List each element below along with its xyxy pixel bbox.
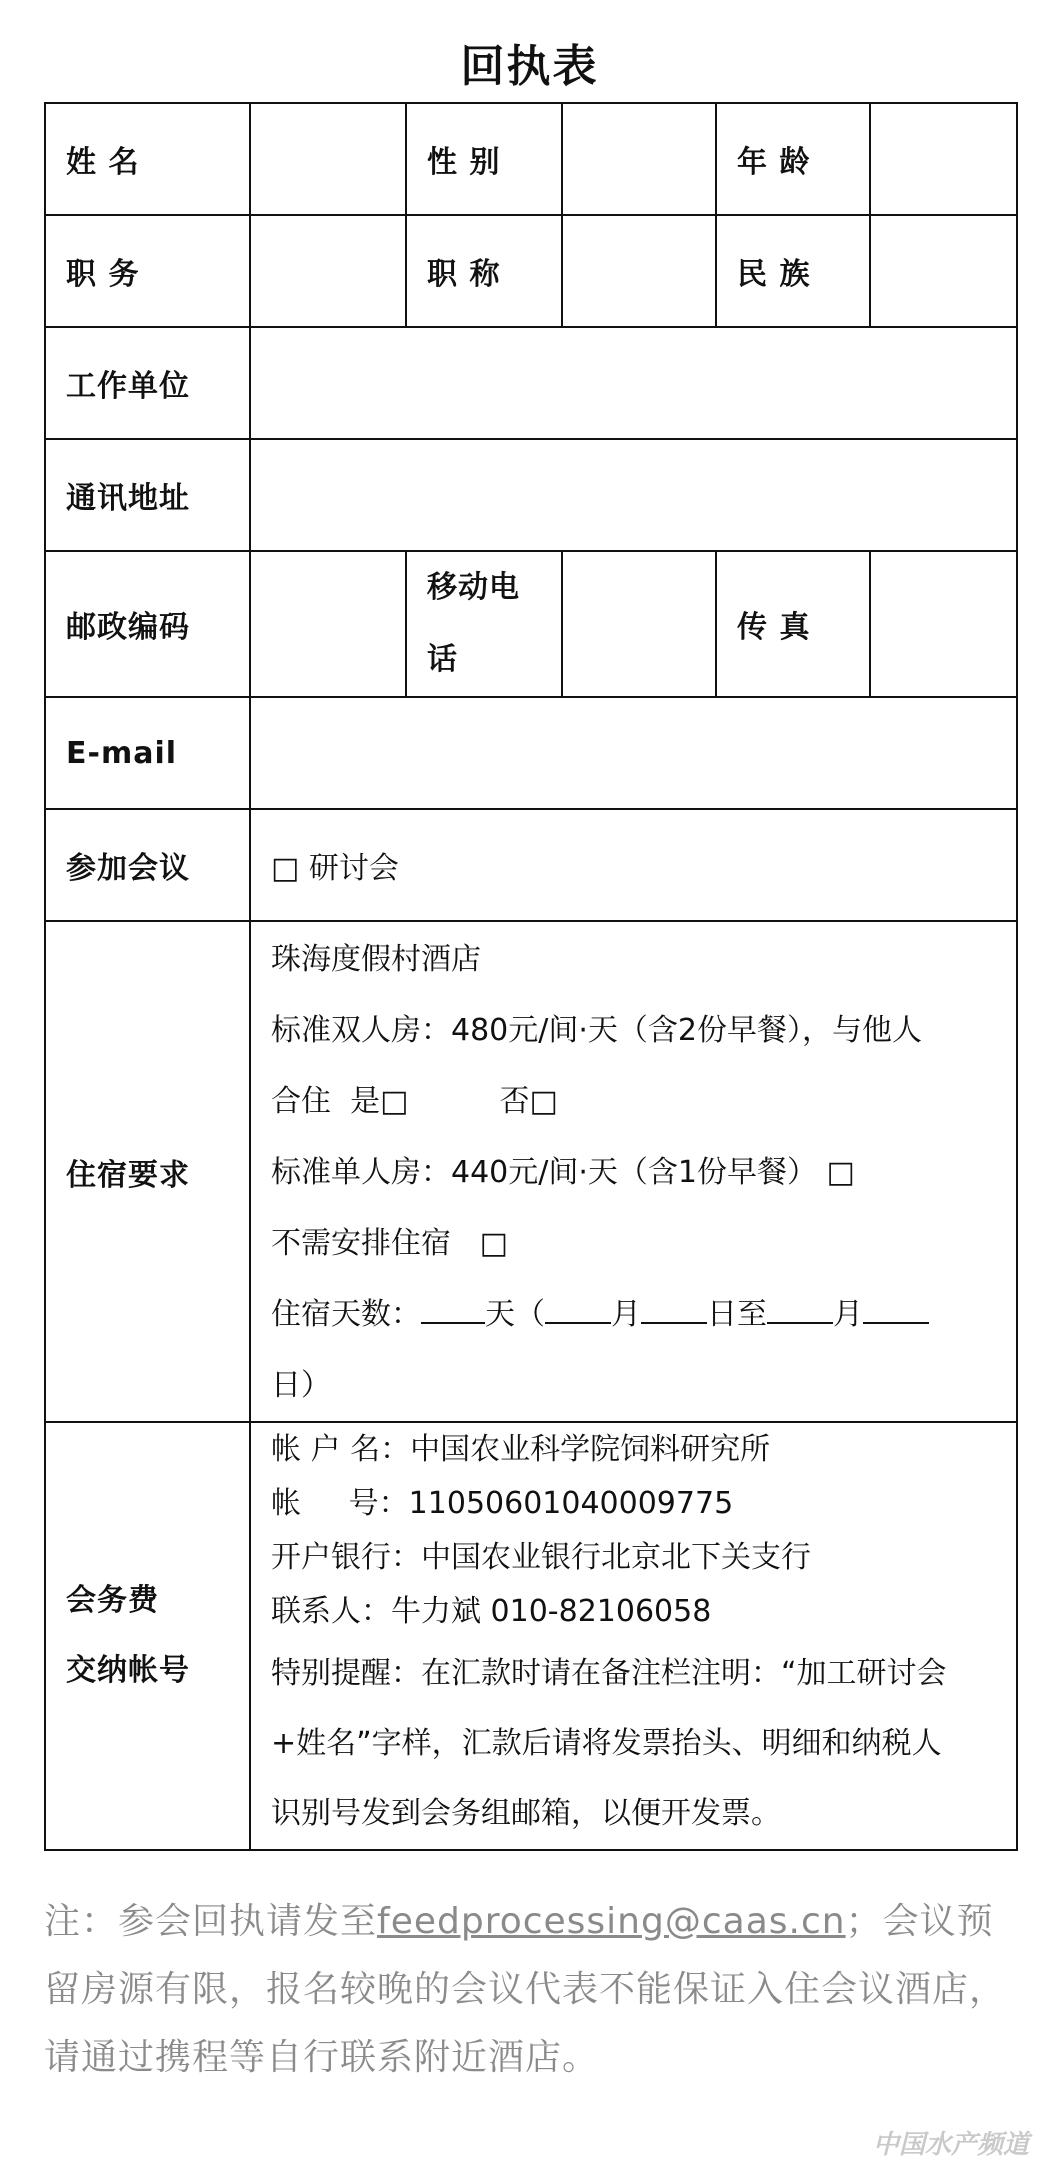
lodging-double-room: 标准双人房：480元/间·天（含2份早餐），与他人 [271, 1013, 922, 1048]
lodging-share-line [271, 1066, 996, 1137]
job-title-field[interactable] [562, 215, 716, 327]
row-address [45, 439, 1017, 551]
lodging-single-room: 标准单人房：440元/间·天（含1份早餐） [271, 1155, 817, 1190]
row-postcode [45, 551, 1017, 697]
gender-field[interactable] [562, 103, 716, 215]
lodging-unit-month2: 月 [833, 1297, 863, 1332]
position-field[interactable] [250, 215, 406, 327]
share-no-checkbox[interactable]: 否□ [499, 1084, 558, 1119]
label-mobile: 移动电话 [406, 551, 562, 697]
email-field[interactable] [250, 697, 1017, 809]
label-email: E-mail [45, 697, 250, 809]
age-field[interactable] [870, 103, 1017, 215]
lodging-days-label: 住宿天数： [271, 1297, 421, 1332]
fee-cell [250, 1422, 1017, 1850]
row-email [45, 697, 1017, 809]
label-ethnicity: 民 族 [716, 215, 870, 327]
label-lodging: 住宿要求 [45, 921, 250, 1422]
watermark-logo: 中国水产频道 [872, 2130, 1029, 2160]
no-need-checkbox[interactable]: □ [479, 1226, 508, 1261]
lodging-unit-month: 月 [611, 1297, 641, 1332]
lodging-share-prefix: 合住 [271, 1084, 331, 1119]
postcode-field[interactable] [250, 551, 406, 697]
footer-note [44, 1888, 1024, 2092]
from-day-blank[interactable] [641, 1292, 707, 1324]
form-title: 回执表 [460, 41, 599, 92]
label-fee [45, 1422, 250, 1850]
label-gender: 性 别 [406, 103, 562, 215]
fee-reminder-2: +姓名”字样，汇款后请将发票抬头、明细和纳税人 [271, 1726, 942, 1761]
label-job-title: 职 称 [406, 215, 562, 327]
label-postcode: 邮政编码 [45, 551, 250, 697]
attend-checkbox[interactable]: □ [271, 851, 300, 886]
note-prefix: 注：参会回执请发至 [44, 1901, 378, 1942]
lodging-unit-day: 天（ [485, 1297, 545, 1332]
mobile-field[interactable] [562, 551, 716, 697]
days-blank[interactable] [421, 1292, 485, 1324]
label-fax: 传 真 [716, 551, 870, 697]
row-fee [45, 1422, 1017, 1850]
lodging-unit-from-day: 日至 [707, 1297, 767, 1332]
label-name: 姓 名 [45, 103, 250, 215]
row-position [45, 215, 1017, 327]
lodging-no-need-line [271, 1208, 996, 1279]
fee-account-number: 帐 号：11050601040009775 [271, 1486, 734, 1521]
row-attend [45, 809, 1017, 921]
label-fee-line2: 交纳帐号 [66, 1653, 190, 1688]
lodging-no-need: 不需安排住宿 [271, 1226, 451, 1261]
address-field[interactable] [250, 439, 1017, 551]
name-field[interactable] [250, 103, 406, 215]
fee-bank: 开户银行：中国农业银行北京北下关支行 [271, 1540, 811, 1575]
label-fee-line1: 会务费 [66, 1583, 159, 1618]
fee-account-name: 帐 户 名：中国农业科学院饲料研究所 [271, 1432, 771, 1467]
single-room-checkbox[interactable]: □ [826, 1155, 855, 1190]
lodging-cell [250, 921, 1017, 1422]
note-email-link[interactable]: feedprocessing@caas.cn [377, 1901, 846, 1942]
fee-reminder-3: 识别号发到会务组邮箱，以便开发票。 [271, 1796, 781, 1831]
label-age: 年 龄 [716, 103, 870, 215]
ethnicity-field[interactable] [870, 215, 1017, 327]
attend-cell [250, 809, 1017, 921]
lodging-days-end: 日） [271, 1368, 331, 1403]
lodging-single-line [271, 1137, 996, 1208]
from-month-blank[interactable] [545, 1292, 611, 1324]
label-work-unit: 工作单位 [45, 327, 250, 439]
lodging-days-line [271, 1279, 996, 1350]
receipt-form-table [44, 102, 1018, 1851]
to-day-blank[interactable] [863, 1292, 929, 1324]
label-position: 职 务 [45, 215, 250, 327]
lodging-hotel: 珠海度假村酒店 [271, 942, 481, 977]
fee-reminder-1: 特别提醒：在汇款时请在备注栏注明：“加工研讨会 [271, 1656, 947, 1691]
row-name [45, 103, 1017, 215]
label-attend: 参加会议 [45, 809, 250, 921]
fax-field[interactable] [870, 551, 1017, 697]
row-lodging [45, 921, 1017, 1422]
fee-contact: 联系人：牛力斌 010-82106058 [271, 1594, 712, 1629]
to-month-blank[interactable] [767, 1292, 833, 1324]
label-address: 通讯地址 [45, 439, 250, 551]
note-rest: ；会议预留房源有限，报名较晚的会议代表不能保证入住会议酒店，请通过携程等自行联系附近酒店。 [44, 1901, 1007, 2078]
work-unit-field[interactable] [250, 327, 1017, 439]
row-work-unit [45, 327, 1017, 439]
attend-option-label: 研讨会 [308, 851, 399, 886]
share-yes-checkbox[interactable]: 是□ [350, 1084, 409, 1119]
